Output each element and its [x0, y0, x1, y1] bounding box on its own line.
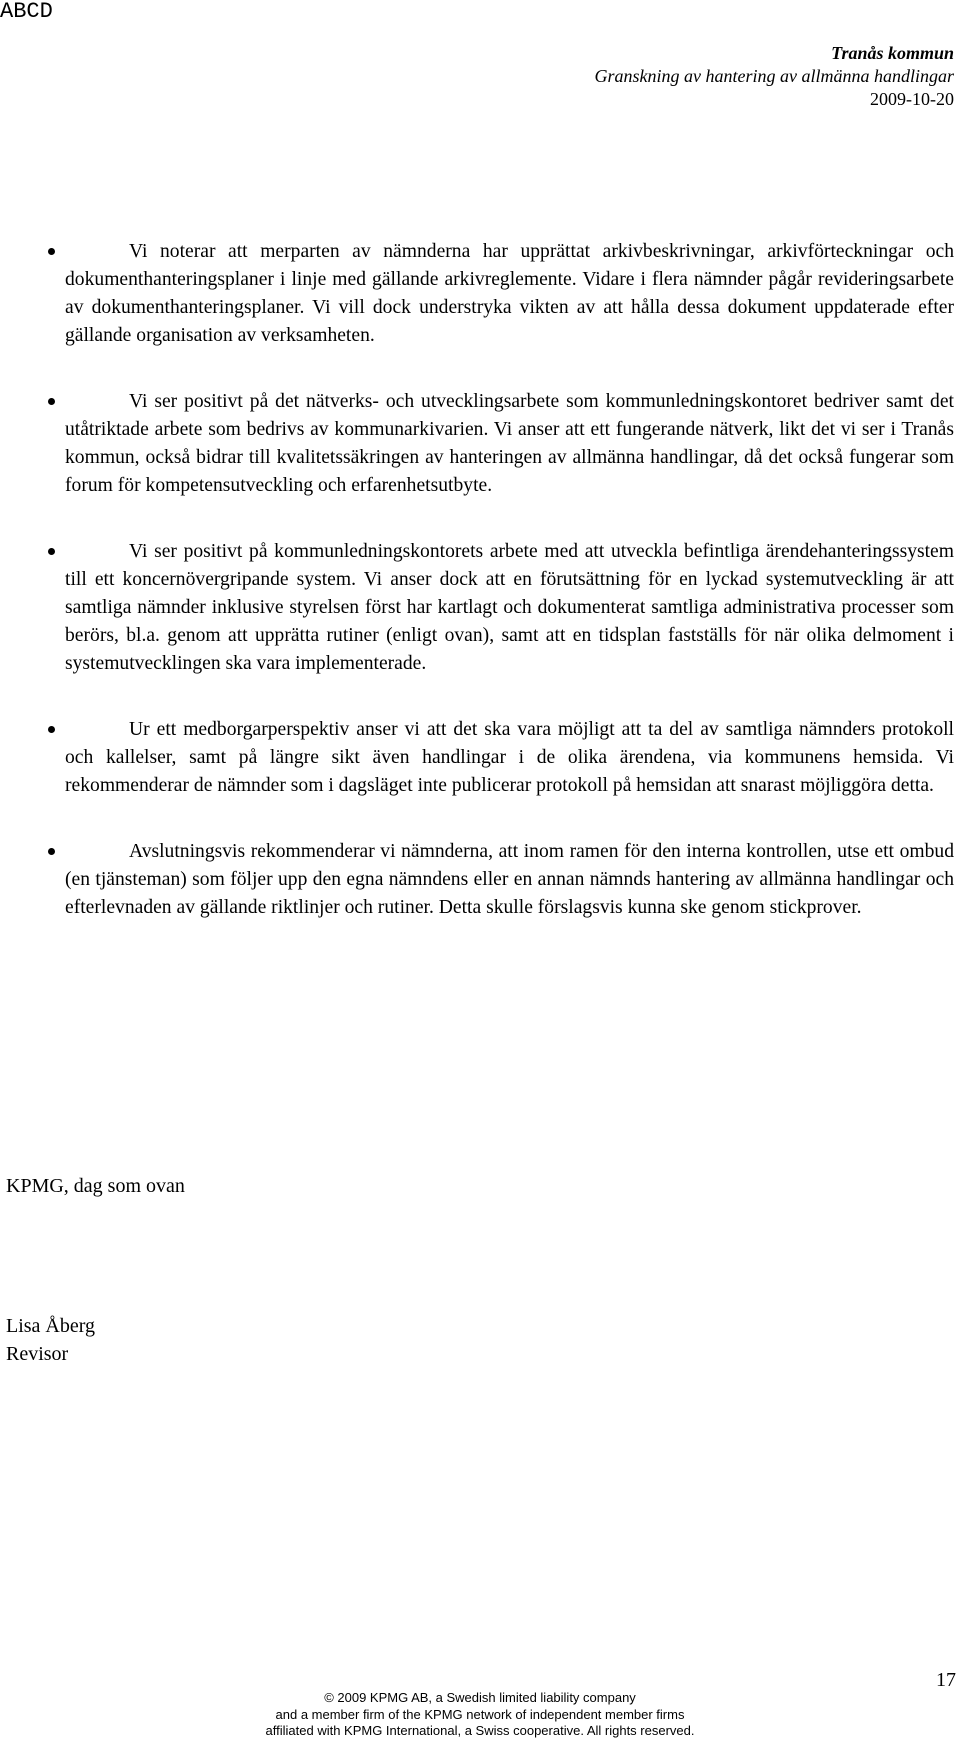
list-item [0, 238, 960, 350]
document-code: ABCD [0, 0, 53, 24]
bullet-icon [48, 726, 55, 733]
bullet-icon [48, 848, 55, 855]
list-item [0, 388, 960, 500]
footer-line: © 2009 KPMG AB, a Swedish limited liability company [324, 1690, 636, 1705]
paragraph-text: Vi ser positivt på kommunledningskontorets arbete med att utveckla befintliga ärendehanteringssystem till ett koncernövergripande system. Vi anser dock att en förutsättning för en lyckad systemutveckling är att samtliga nämnder inklusive styrelsen först har kartlagt och dokumenterat samtliga administrativa processer som berörs, bl.a. genom att upprätta rutiner (enligt ovan), samt att en tidsplan fastställs för när olika delmoment i systemutvecklingen ska vara implementerade. [65, 541, 954, 674]
page-number: 17 [936, 1669, 956, 1691]
paragraph-text: Avslutningsvis rekommenderar vi nämnderna, att inom ramen för den interna kontrollen, utse ett ombud (en tjänsteman) som följer upp den egna nämndens eller en annan nämnds hantering av allmänna handlingar och efterlevnaden av gällande riktlinjer och rutiner. Detta skulle förslagsvis kunna ske genom stickprover. [65, 841, 954, 918]
paragraph-text: Ur ett medborgarperspektiv anser vi att det ska vara möjligt att ta del av samtliga nämnders protokoll och kallelser, samt på längre sikt även handlingar i de olika ärendena, via kommunens hemsida. Vi rekommenderar de nämnder som i dagsläget inte publicerar protokoll på hemsidan att snarast möjliggöra detta. [65, 719, 954, 796]
page-header [595, 42, 954, 111]
copyright-footer [0, 1690, 960, 1740]
list-item [0, 838, 960, 922]
signer-title: Revisor [6, 1343, 69, 1365]
recommendation-list [0, 238, 960, 960]
signature-block [6, 1312, 95, 1368]
signer-name: Lisa Åberg [6, 1315, 96, 1337]
organization-name: Tranås kommun [831, 43, 954, 63]
report-subject: Granskning av hantering av allmänna handlingar [594, 66, 954, 86]
closing-line: KPMG, dag som ovan [6, 1175, 185, 1197]
report-date: 2009-10-20 [870, 89, 954, 109]
paragraph-text: Vi ser positivt på det nätverks- och utvecklingsarbete som kommunledningskontoret bedriver samt det utåtriktade arbete som bedrivs av kommunarkivarien. Vi anser att ett fungerande nätverk, likt det vi ser i Tranås kommun, också bidrar till kvalitetssäkringen av hanteringen av allmänna handlingar, då det också fungerar som forum för kompetensutveckling och erfarenhetsutbyte. [65, 391, 954, 496]
list-item [0, 538, 960, 678]
bullet-icon [48, 398, 55, 405]
footer-line: and a member firm of the KPMG network of independent member firms [275, 1706, 685, 1722]
list-item [0, 716, 960, 800]
paragraph-text: Vi noterar att merparten av nämnderna har upprättat arkivbeskrivningar, arkivförteckningar och dokumenthanteringsplaner i linje med gällande arkivreglemente. Vidare i flera nämnder pågår revideringsarbete av dokumenthanteringsplaner. Vi vill dock understryka vikten av att hålla dessa dokument uppdaterade efter gällande organisation av verksamheten. [65, 241, 954, 346]
footer-line: affiliated with KPMG International, a Swiss cooperative. All rights reserved. [265, 1723, 695, 1738]
bullet-icon [48, 248, 55, 255]
bullet-icon [48, 548, 55, 555]
